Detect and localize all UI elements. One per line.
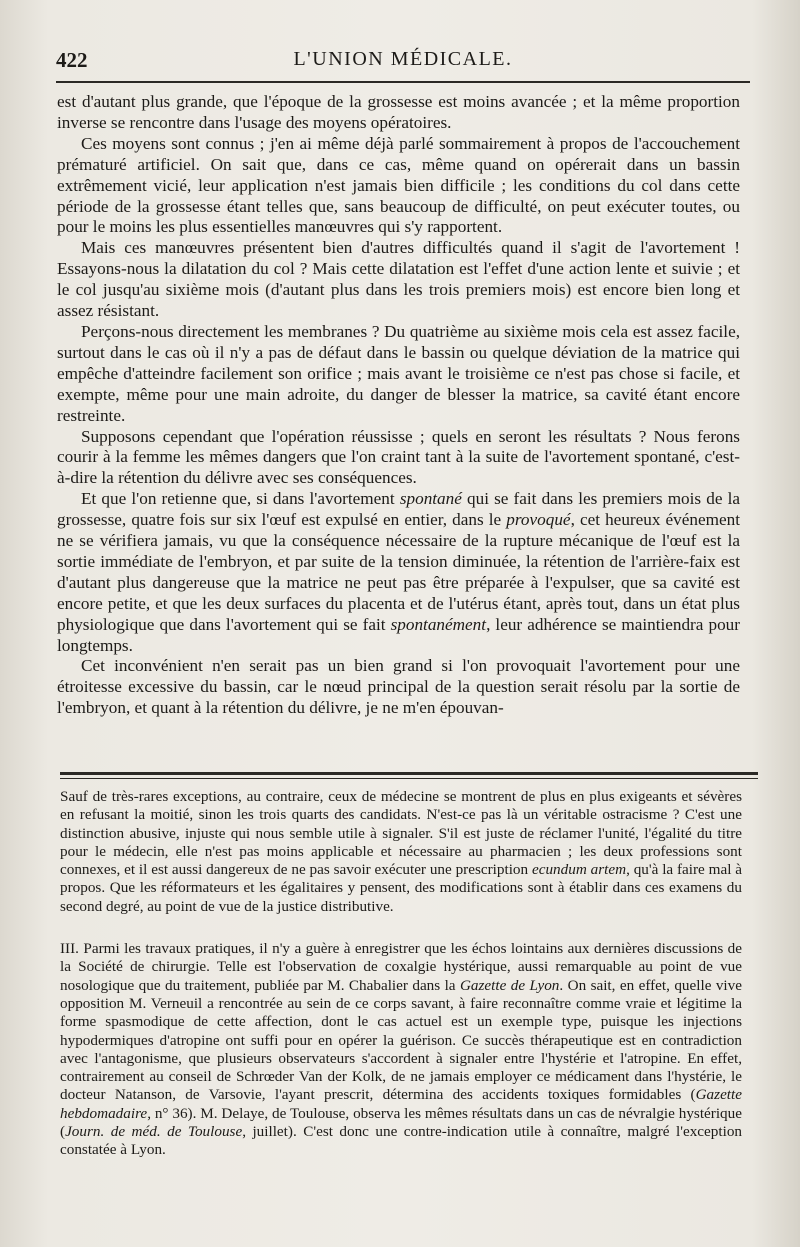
italic-run: spontanément [390,614,487,634]
text-run: , cet heureux événement ne se vérifiera jamais, vu que la conséquence nécessaire de la rupture mécanique de l'œuf est la sortie immédiate de l'embryon, et par suite de la tension diminuée, la rétention de l'arrière-faix est d'autant plus dangereuse que la matrice ne peut pas être préparée à l'expulser, que sa cavité est encore petite, et que les deux surfaces du placenta et de l'utérus étant, après tout, dans un état plus physiologique que dans l'avortement qui se fait [57,510,740,634]
italic-run: provoqué [506,510,571,530]
italic-run: Gazette de Lyon [459,976,560,994]
text-run: , juillet). C'est donc une contre-indication utile à connaître, malgré l'exception constatée à Lyon. [60,1123,743,1159]
text-run: . On sait, en effet, quelle vive opposition M. Verneuil a rencontrée au sein de ce corps savant, à faire reconnaître comme vraie et légitime la forme spasmodique de cette affection, dont le cas actuel est un exemple type, puisque les injections hypodermiques d'atropine ont suffi pour en opérer la guérison. Ce succès thérapeutique est en contradiction avec l'antagonisme, que plusieurs observateurs s'accordent à signaler entre l'hystérie et l'atropine. En effet, contrairement au conseil de Schrœder Van der Kolk, de ne jamais employer ce médicament dans l'hystérie, le docteur Natanson, de Varsovie, l'ayant prescrit, détermina des accidents toxiques formidables ( [60,976,742,1104]
footnote-separator [60,772,758,775]
text-run: , n° 36). M. Delaye, de Toulouse, observa les mêmes résultats dans un cas de névralgie hystérique ( [60,1104,742,1141]
paragraph: Perçons-nous directement les membranes ? Du quatrième au sixième mois cela est assez facile, surtout dans le cas où il n'y a pas de défaut dans le bassin ou quelque déviation de la matrice qui empêche d'atteindre facilement son orifice ; mais avant le troisième ce n'est pas chose si facile, et exempte, même pour une main adroite, du danger de blesser la matrice, sa cavité étant encore restreinte. [57,321,740,425]
section-number: III. [60,940,79,958]
text-run: Et que l'on retienne que, si dans l'avortement [81,489,400,509]
feuilleton-paragraph [60,788,742,916]
italic-run: Gazette hebdomadaire [60,1086,742,1122]
paragraph: Supposons cependant que l'opération réussisse ; quels en seront les résultats ? Nous ferons courir à la femme les mêmes dangers que l'on craint tant à la suite de l'avortement spontané, c'est-à-dire la rétention du délivre avec ses conséquences. [57,426,740,488]
header-rule [56,81,750,83]
italic-run: ecundum artem [531,861,627,879]
italic-run: spontané [399,489,462,509]
footnote-separator-thin [60,778,758,779]
text-run: Sauf de très-rares exceptions, au contraire, ceux de médecine se montrent de plus en plus exigeants et sévères en refusant la moitié, sinon les trois quarts des candidats. N'est-ce pas là un véritable ostracisme ? C'est une distinction abusive, injuste qui nous semble utile à signaler. S'il est juste de réclamer l'unité, l'égalité du titre pour le médecin, elle n'est pas moins applicable et nécessaire au pharmacien ; les deux professions sont connexes, et il est aussi dangereux de ne pas savoir exécuter une prescription [60,788,742,879]
page-number: 422 [56,48,88,72]
main-text [57,92,740,719]
paragraph: est d'autant plus grande, que l'époque de la grossesse est moins avancée ; et la même proportion inverse se rencontre dans l'usage des moyens opératoires. [57,92,740,132]
running-title: L'UNION MÉDICALE. [293,48,513,70]
feuilleton-paragraph [60,940,742,1160]
text-run: , leur adhérence se maintiendra pour longtemps. [57,614,740,655]
feuilleton-section [60,788,742,1160]
text-run: , qu'à la faire mal à propos. Que les réformateurs et les égalitaires y pensent, des modifications sont à établir dans ces examens du second degré, au point de vue de la justice distributive. [60,861,742,915]
paragraph: Ces moyens sont connus ; j'en ai même déjà parlé sommairement à propos de l'accouchement prématuré artificiel. On sait que, dans ce cas, même quand on opérerait dans un bassin extrêmement vicié, leur application n'est jamais bien difficile ; les conditions du col dans cette période de la grossesse étant telles que, sans beaucoup de difficulté, on peut exécuter toutes, ou pour le moins les plus essentielles manœuvres qui s'y rapportent. [57,133,740,237]
paragraph: Cet inconvénient n'en serait pas un bien grand si l'on provoquait l'avortement pour une étroitesse excessive du bassin, car le nœud principal de la question serait résolu par la sortie de l'embryon, et quant à la rétention du délivre, je ne m'en épouvan- [57,656,740,718]
text-run: Parmi les travaux pratiques, il n'y a guère à enregistrer que les échos lointains aux dernières discussions de la Société de chirurgie. Telle est l'observation de coxalgie hystérique, aussi remarquable au point de vue nosologique que du traitement, publiée par M. Chabalier dans la [60,940,742,994]
page-header [56,46,750,76]
paragraph: Mais ces manœuvres présentent bien d'autres difficultés quand il s'agit de l'avortement ! Essayons-nous la dilatation du col ? Mais cette dilatation est l'effet d'une action lente et suivie ; et le col jusqu'au sixième mois (d'autant plus dans les trois premiers mois) est encore bien long et assez résistant. [57,238,740,321]
text-run: qui se fait dans les premiers mois de la grossesse, quatre fois sur six l'œuf est expulsé en entier, dans le [57,489,741,530]
italic-run: Journ. de méd. de Toulouse [65,1123,243,1141]
paragraph [57,489,740,656]
